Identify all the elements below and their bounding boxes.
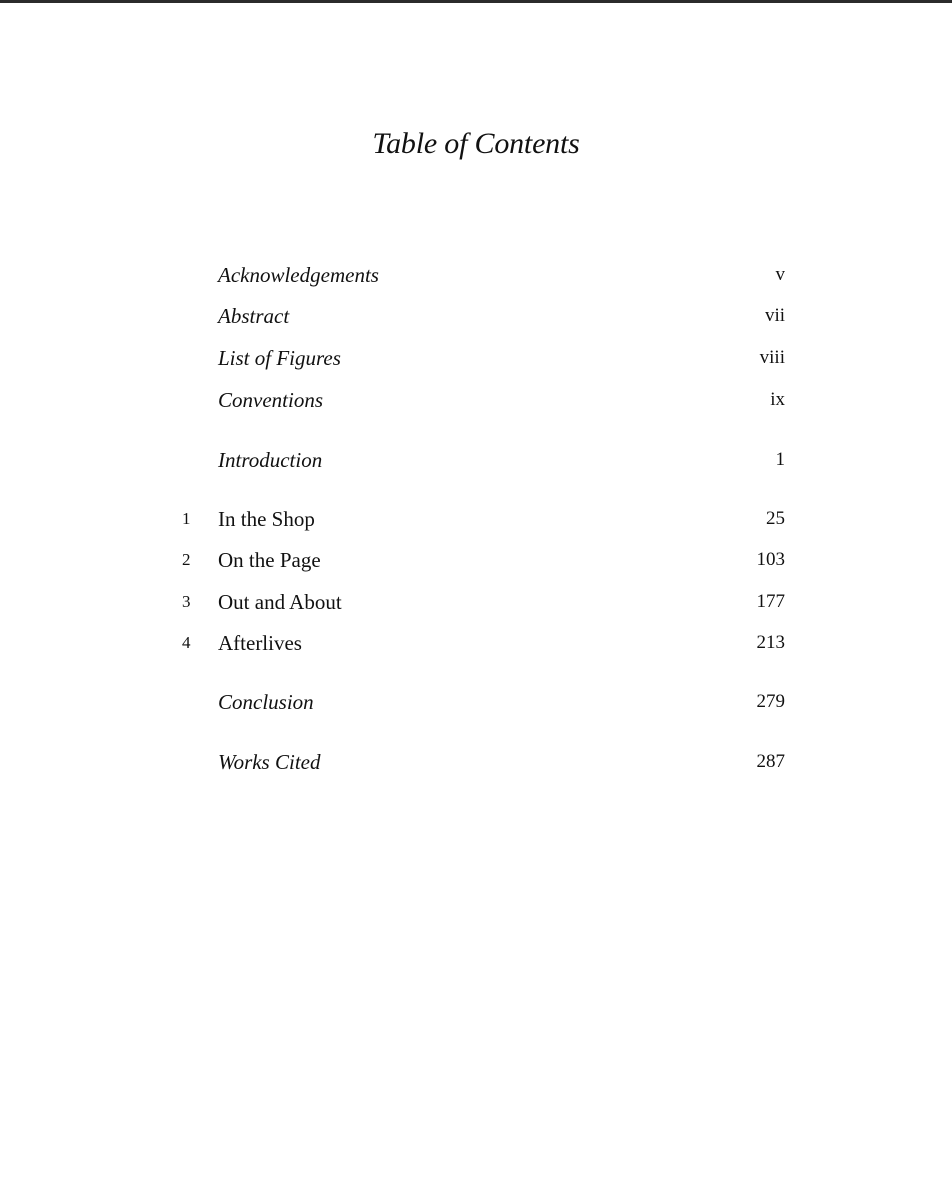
toc-entry-works-cited[interactable] (0, 748, 952, 776)
toc-entry-chapter-3[interactable] (0, 588, 952, 616)
toc-entry-conclusion[interactable] (0, 688, 952, 716)
toc-entry-chapter-1[interactable] (0, 505, 952, 533)
toc-entry-page: 1 (775, 449, 785, 470)
top-border (0, 0, 952, 3)
toc-entry-label: Conventions (218, 388, 323, 412)
toc-entry-chapter-4[interactable] (0, 629, 952, 657)
toc-entry-page: ix (770, 389, 785, 410)
toc-entry-label: In the Shop (218, 507, 315, 531)
toc-entry-page: v (775, 264, 785, 285)
toc-entry-label: Works Cited (218, 750, 321, 774)
toc-entry-page: 177 (756, 591, 785, 612)
toc-entry-page: 103 (756, 549, 785, 570)
toc-entry-page: 287 (756, 751, 785, 772)
chapter-number: 2 (182, 550, 191, 569)
toc-entry-page: 25 (766, 508, 785, 529)
toc-entry-abstract[interactable] (0, 302, 952, 330)
toc-entry-introduction[interactable] (0, 446, 952, 474)
toc-entry-label: Afterlives (218, 631, 302, 655)
toc-entry-label: Acknowledgements (218, 263, 379, 287)
toc-entry-page: viii (759, 347, 785, 368)
chapter-number: 1 (182, 509, 191, 528)
toc-entry-chapter-2[interactable] (0, 546, 952, 574)
toc-entry-page: vii (764, 305, 785, 326)
toc-entry-acknowledgements[interactable] (0, 261, 952, 289)
toc-entry-page: 279 (756, 691, 785, 712)
toc-entry-list-of-figures[interactable] (0, 344, 952, 372)
toc-entry-label: Abstract (218, 304, 290, 328)
toc-entry-label: Out and About (218, 590, 342, 614)
toc-entry-label: On the Page (218, 548, 321, 572)
chapter-number: 3 (182, 592, 191, 611)
toc-entry-label: Introduction (218, 448, 323, 472)
toc-entry-page: 213 (756, 632, 785, 653)
toc-entry-label: Conclusion (218, 690, 314, 714)
page-title: Table of Contents (372, 127, 580, 160)
chapter-number: 4 (182, 633, 191, 652)
toc-entry-conventions[interactable] (0, 386, 952, 414)
toc-entry-label: List of Figures (218, 346, 341, 370)
